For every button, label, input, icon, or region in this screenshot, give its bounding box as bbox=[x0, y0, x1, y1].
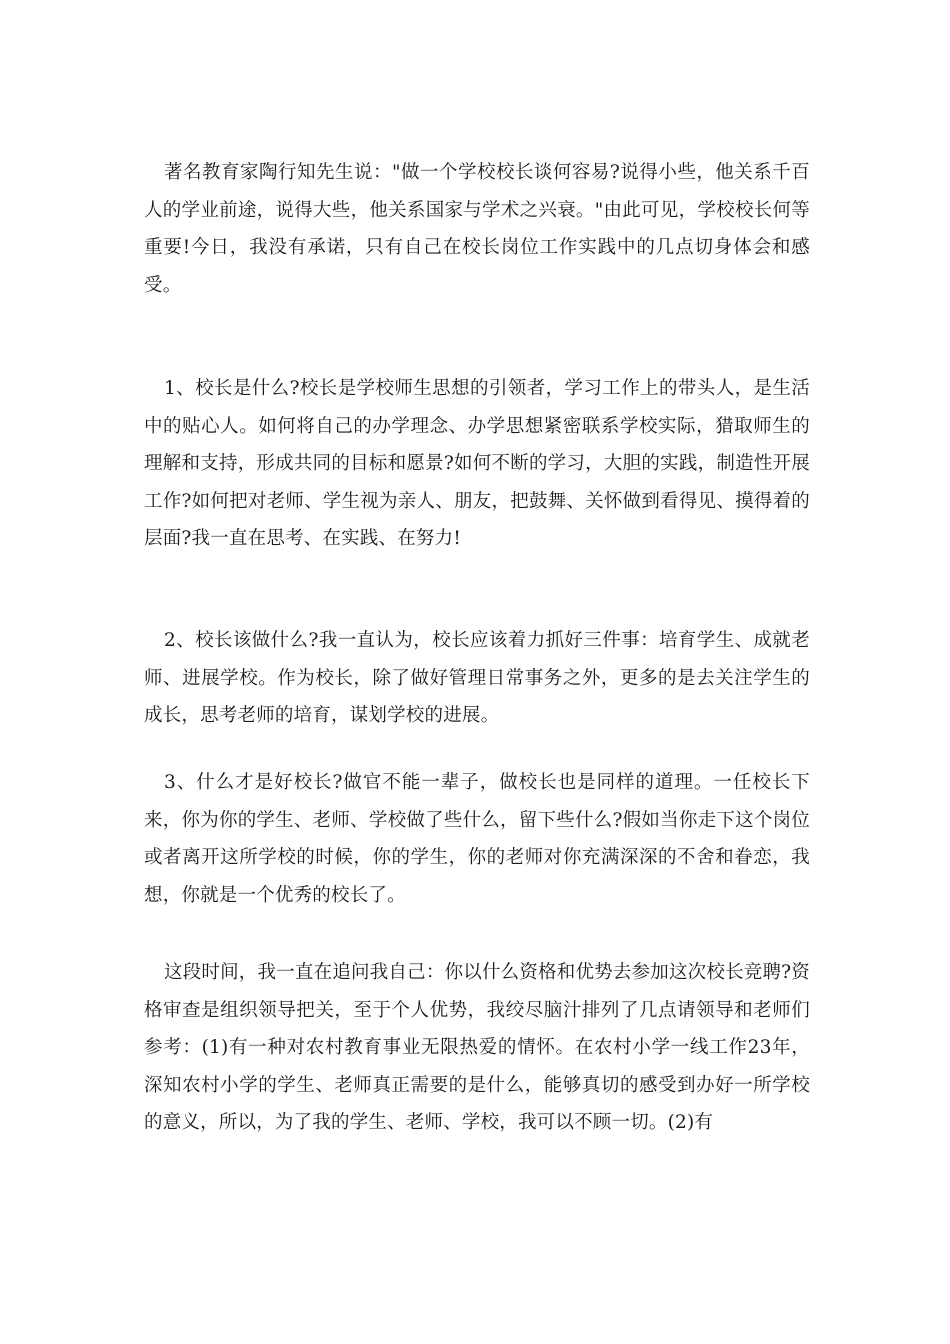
point-2-paragraph: 2、校长该做什么?我一直认为，校长应该着力抓好三件事：培育学生、成就老师、进展学校。作为校长，除了做好管理日常事务之外，更多的是去关注学生的成长，思考老师的培育，谋划学校的进展。 bbox=[144, 630, 810, 726]
intro-paragraph: 著名教育家陶行知先生说："做一个学校校长谈何容易?说得小些，他关系千百人的学业前途，说得大些，他关系国家与学术之兴衰。"由此可见，学校校长何等重要!今日，我没有承诺，只有自己在校长岗位工作实践中的几点切身体会和感受。 bbox=[144, 162, 810, 296]
point-1-paragraph: 1、校长是什么?校长是学校师生思想的引领者，学习工作上的带头人，是生活中的贴心人。如何将自己的办学理念、办学思想紧密联系学校实际，猎取师生的理解和支持，形成共同的目标和愿景?如何不断的学习，大胆的实践，制造性开展工作?如何把对老师、学生视为亲人、朋友，把鼓舞、关怀做到看得见、摸得着的层面?我一直在思考、在实践、在努力! bbox=[144, 378, 810, 549]
qualifications-paragraph: 这段时间，我一直在追问我自己：你以什么资格和优势去参加这次校长竞聘?资格审查是组织领导把关，至于个人优势，我绞尽脑汁排列了几点请领导和老师们参考：(1)有一种对农村教育事业无限热爱的情怀。在农村小学一线工作23年，深知农村小学的学生、老师真正需要的是什么，能够真切的感受到办好一所学校的意义，所以，为了我的学生、老师、学校，我可以不顾一切。(2)有 bbox=[144, 962, 810, 1133]
point-3-paragraph: 3、什么才是好校长?做官不能一辈子，做校长也是同样的道理。一任校长下来，你为你的学生、老师、学校做了些什么，留下些什么?假如当你走下这个岗位或者离开这所学校的时候，你的学生，你的老师对你充满深深的不舍和眷恋，我想，你就是一个优秀的校长了。 bbox=[144, 772, 810, 906]
